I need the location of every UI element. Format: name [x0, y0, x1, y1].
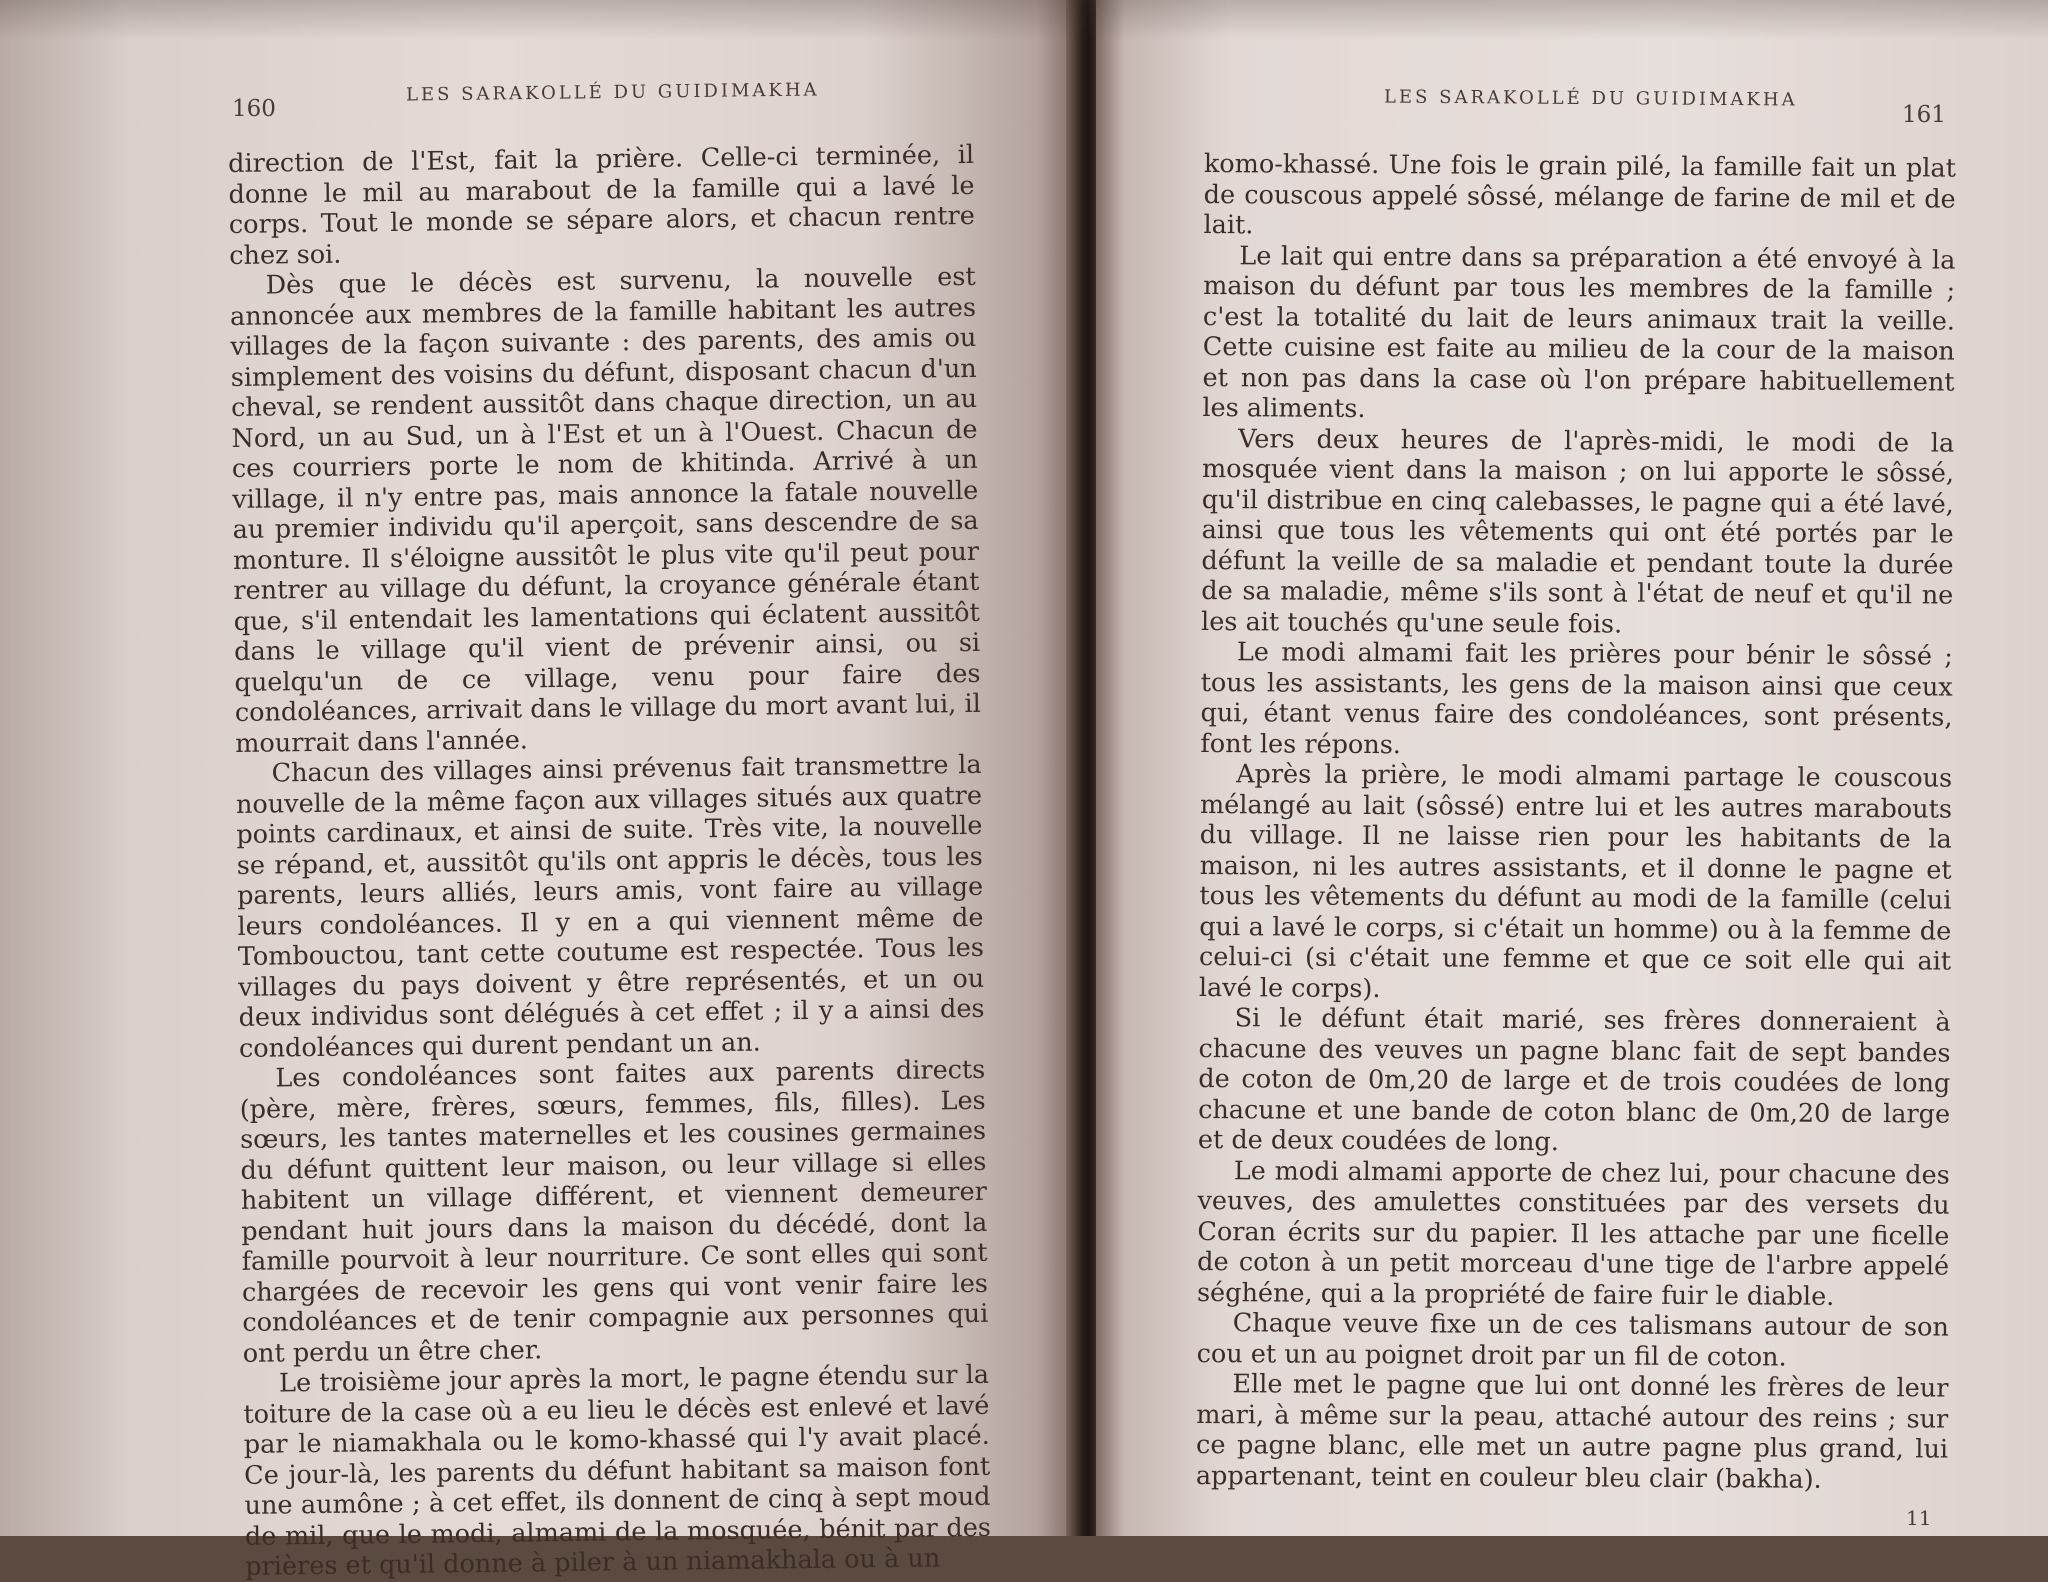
page-number: 160	[232, 96, 276, 122]
paragraph: Si le défunt était marié, ses frères donneraient à chacune des veuves un pagne blanc fait de sept bandes de coton de 0m,20 de large et de trois coudées de long chacune et une bande de coton blanc de 0m,20 de large et de deux coudées de long.	[1197, 1003, 1951, 1158]
page-text	[1196, 149, 1956, 1496]
paragraph: Elle met le pagne que lui ont donné les frères de leur mari, à même sur la peau, attaché autour des reins ; sur ce pagne blanc, elle met un autre pagne plus grand, lui appartenant, teint en couleur bleu clair (bakha).	[1195, 1369, 1949, 1495]
running-head: LES SARAKOLLÉ DU GUIDIMAKHA	[405, 79, 820, 106]
paragraph: Le modi almami apporte de chez lui, pour chacune des veuves, des amulettes constituées par des versets du Coran écrits sur du papier. Il les attache par une ficelle de coton à un petit morceau d'une tige de l'arbre appelé séghéne, qui a la propriété de faire fuir le diable.	[1196, 1155, 1950, 1312]
page-text	[228, 140, 991, 1582]
paragraph: direction de l'Est, fait la prière. Celle-ci terminée, il donne le mil au marabout de la famille qui a lavé le corps. Tout le monde se sépare alors, et chacun rentre chez soi.	[228, 139, 976, 271]
paragraph: Le troisième jour après la mort, le pagne étendu sur la toiture de la case où a eu lieu le décès est enlevé et lavé par le niamakhala ou le komo-khassé qui l'y avait placé. Ce jour-là, les parents du défunt habitant sa maison font une aumône ; à cet effet, ils donnent de cinq à sept moud de mil, que le modi, almami de la mosquée, bénit par des prières et qu'il donne à piler à un niamakhala ou à un	[243, 1359, 992, 1582]
running-head: LES SARAKOLLÉ DU GUIDIMAKHA	[1383, 86, 1798, 111]
paragraph: Chacun des villages ainsi prévenus fait transmettre la nouvelle de la même façon aux villages situés aux quatre points cardinaux, et ainsi de suite. Très vite, la nouvelle se répand, et, aussitôt qu'ils ont appris le décès, tous les parents, leurs alliés, leurs amis, vont faire au village leurs condoléances. Il y en a qui viennent même de Tombouctou, tant cette coutume est respectée. Tous les villages du pays doivent y être représentés, et un ou deux individus sont délégués à cet effet ; il y a ainsi des condoléances qui durent pendant un an.	[235, 749, 985, 1064]
paragraph: Chaque veuve fixe un de ces talismans autour de son cou et un au poignet droit par un fil de coton.	[1196, 1308, 1949, 1373]
paragraph: Dès que le décès est survenu, la nouvelle est annoncée aux membres de la famille habitant les autres villages de la façon suivante : des parents, des amis ou simplement des voisins du défunt, disposant chacun d'un cheval, se rendent aussitôt dans chaque direction, un au Nord, un au Sud, un à l'Est et un à l'Ouest. Chacun de ces courriers porte le nom de khitinda. Arrivé à un village, il n'y entre pas, mais annonce la fatale nouvelle au premier individu qu'il aperçoit, sans descendre de sa monture. Il s'éloigne aussitôt le plus vite qu'il peut pour rentrer au village du défunt, la croyance générale étant que, s'il entendait les lamentations qui éclatent aussitôt dans le village qu'il vient de prévenir ainsi, ou si quelqu'un de ce village, venu pour faire des condoléances, arrivait dans le village du mort avant lui, il mourrait dans l'année.	[229, 261, 982, 759]
right-page	[1096, 0, 2048, 1536]
paragraph: Après la prière, le modi almami partage le couscous mélangé au lait (sôssé) entre lui et les autres marabouts du village. Il ne laisse rien pour les habitants de la maison, ni les autres assistants, et il donne le pagne et tous les vêtements du défunt au modi de la famille (celui qui a lavé le corps, si c'était un homme) ou à la femme de celui-ci (si c'était une femme et que ce soit elle qui ait lavé le corps).	[1198, 759, 1953, 1004]
paragraph: Le lait qui entre dans sa préparation a été envoyé à la maison du défunt par tous les membres de la famille ; c'est la totalité du lait de leurs animaux trait la veille. Cette cuisine est faite au milieu de la cour de la maison et non pas dans la case où l'on prépare habituellement les aliments.	[1202, 240, 1956, 424]
paragraph: Les condoléances sont faites aux parents directs (père, mère, frères, sœurs, femmes, fils, filles). Les sœurs, les tantes maternelles et les cousines germaines du défunt quittent leur maison, ou leur village si elles habitent un village différent, et viennent demeurer pendant huit jours dans la maison du décédé, dont la famille pourvoit à leur nourriture. Ce sont elles qui sont chargées de recevoir les gens qui vont venir faire les condoléances et de tenir compagnie aux personnes qui ont perdu un être cher.	[239, 1054, 989, 1369]
paragraph: Vers deux heures de l'après-midi, le modi de la mosquée vient dans la maison ; on lui apporte le sôssé, qu'il distribue en cinq calebasses, le pagne qui a été lavé, ainsi que tous les vêtements qui ont été portés par le défunt la veille de sa maladie et pendant toute la durée de sa maladie, même s'ils sont à l'état de neuf et qu'il ne les ait touchés qu'une seule fois.	[1201, 423, 1955, 640]
paragraph: komo-khassé. Une fois le grain pilé, la famille fait un plat de couscous appelé sôssé, mélange de farine de mil et de lait.	[1203, 149, 1956, 241]
page-number: 161	[1902, 102, 1946, 128]
signature-mark: 11	[1906, 1506, 1932, 1530]
paragraph: Le modi almami fait les prières pour bénir le sôssé ; tous les assistants, les gens de la maison ainsi que ceux qui, étant venus faire des condoléances, sont présents, font les répons.	[1200, 637, 1954, 760]
